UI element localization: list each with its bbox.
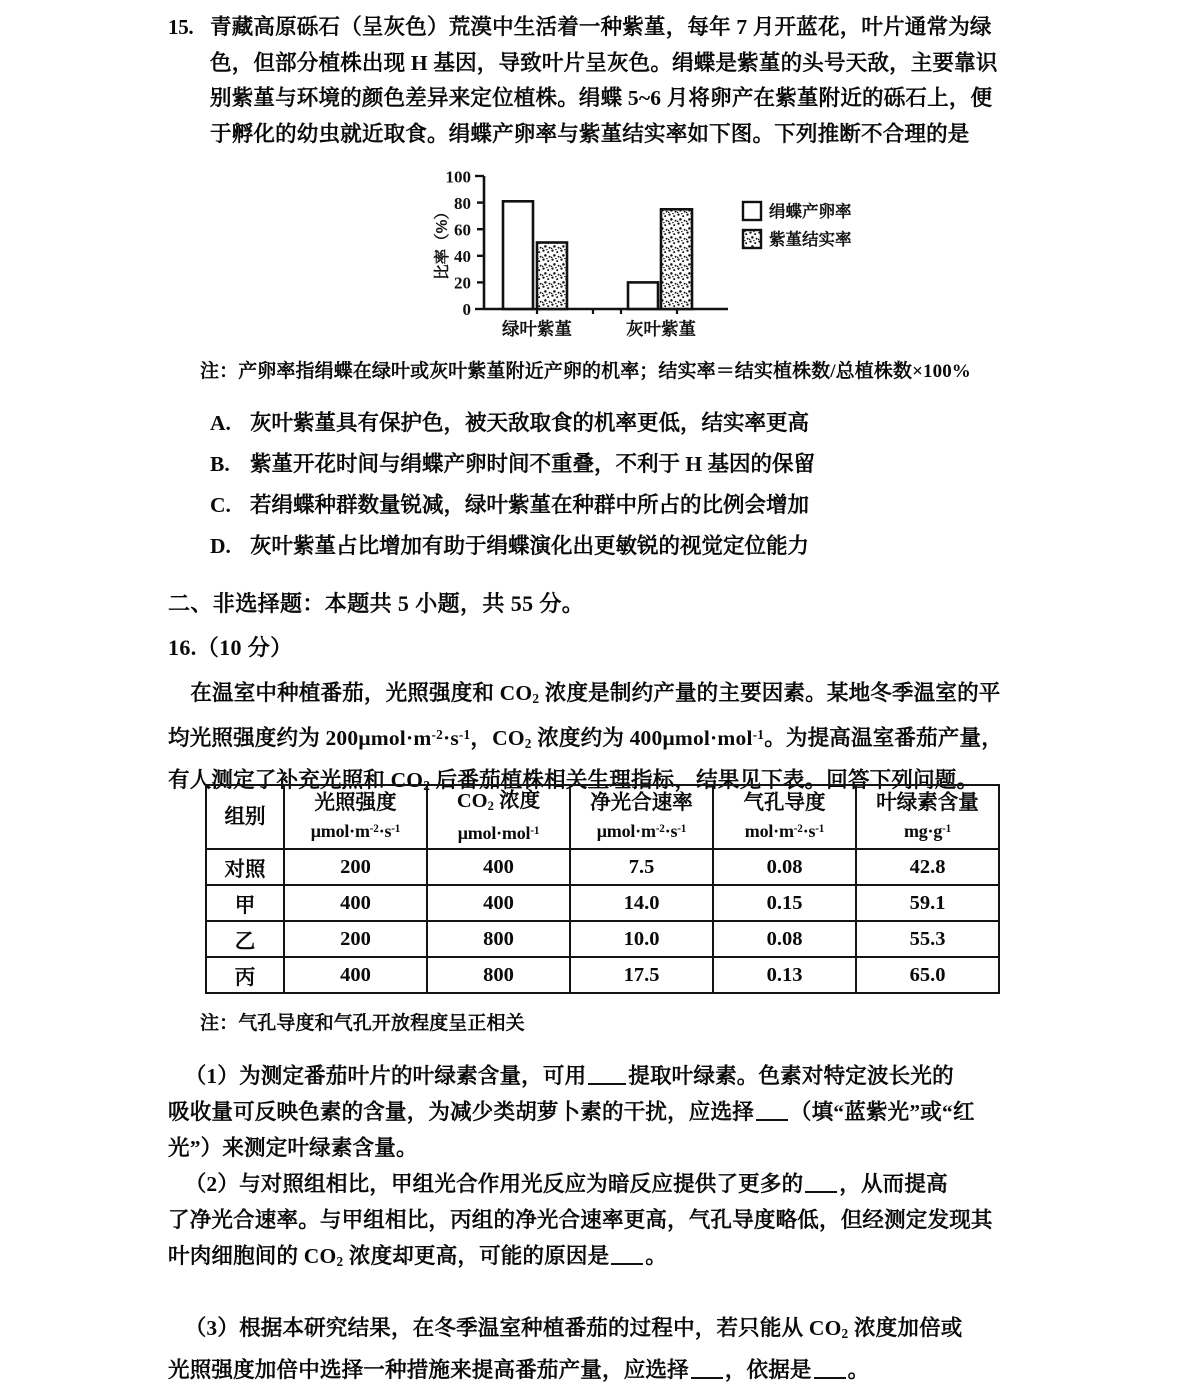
option-c-letter: C. bbox=[210, 493, 231, 517]
table-note: 注：气孔导度和气孔开放程度呈正相关 bbox=[200, 1013, 525, 1034]
x-label-gray: 灰叶紫堇 bbox=[626, 319, 696, 339]
cell-value: 400 bbox=[427, 849, 570, 885]
stem-line: 别紫堇与环境的颜色差异来定位植株。绢蝶 5~6 月将卵产在紫堇附近的砾石上，便 bbox=[210, 86, 993, 110]
cell-group: 对照 bbox=[206, 849, 284, 885]
cell-value: 55.3 bbox=[856, 921, 999, 957]
stem-line: 于孵化的幼虫就近取食。绢蝶产卵率与紫堇结实率如下图。下列推断不合理的是 bbox=[210, 121, 970, 146]
answer-blank[interactable] bbox=[611, 1263, 643, 1265]
th-co2-label: $CO_2$ 浓度 bbox=[456, 789, 541, 813]
bar-green-seedset bbox=[537, 243, 567, 310]
cell-value: 65.0 bbox=[856, 957, 999, 993]
sub3-line: （3）根据本研究结果，在冬季温室种植番茄的过程中，若只能从 $CO_2$ 浓度加倍或 bbox=[168, 1316, 963, 1341]
option-a[interactable] bbox=[210, 406, 809, 440]
th-light-unit: $\mu mol\cdot m^{-2}\cdot s^{-1}$ bbox=[310, 821, 401, 841]
th-stomatal-unit: $mol\cdot m^{-2}\cdot s^{-1}$ bbox=[744, 821, 825, 841]
table-row bbox=[206, 885, 999, 921]
question-15-stem bbox=[210, 10, 998, 152]
stem-line: 色，但部分植株出现 H 基因，导致叶片呈灰色。绢蝶是紫堇的头号天敌，主要靠识 bbox=[210, 50, 998, 75]
cell-value: 10.0 bbox=[570, 921, 713, 957]
legend-label-oviposition: 绢蝶产卵率 bbox=[769, 203, 852, 221]
th-chlorophyll-content bbox=[856, 785, 999, 849]
svg-text:40: 40 bbox=[454, 247, 471, 266]
option-c-text: 若绢蝶种群数量锐减，绿叶紫堇在种群中所占的比例会增加 bbox=[250, 493, 810, 517]
bar-chart bbox=[425, 168, 855, 343]
x-label-green: 绿叶紫堇 bbox=[502, 319, 572, 339]
option-d-letter: D. bbox=[210, 534, 231, 558]
table-header-row bbox=[206, 785, 999, 849]
y-tick-marks bbox=[475, 176, 484, 309]
option-b[interactable] bbox=[210, 447, 815, 481]
cell-value: 0.15 bbox=[713, 885, 856, 921]
answer-blank[interactable] bbox=[588, 1083, 626, 1085]
svg-text:60: 60 bbox=[454, 220, 471, 240]
sub1-line: （1）为测定番茄叶片的叶绿素含量，可用 提取叶绿素。色素对特定波长光的 bbox=[168, 1064, 954, 1088]
option-a-text: 灰叶紫堇具有保护色，被天敌取食的机率更低，结实率更高 bbox=[250, 411, 810, 435]
th-net-photosynthesis bbox=[570, 785, 713, 849]
option-d[interactable] bbox=[210, 529, 809, 563]
answer-blank[interactable] bbox=[691, 1377, 723, 1379]
th-stomatal-label: 气孔导度 bbox=[743, 791, 826, 814]
cell-group: 甲 bbox=[206, 885, 284, 921]
svg-text:20: 20 bbox=[454, 273, 471, 293]
physiology-data-table bbox=[205, 784, 998, 994]
cell-value: 7.5 bbox=[570, 849, 713, 885]
th-group bbox=[206, 785, 284, 849]
answer-blank[interactable] bbox=[814, 1377, 846, 1379]
cell-value: 59.1 bbox=[856, 885, 999, 921]
cell-value: 200 bbox=[284, 921, 427, 957]
sub1-line: 光”）来测定叶绿素含量。 bbox=[168, 1136, 418, 1160]
th-light-label: 光照强度 bbox=[314, 791, 397, 814]
cell-value: 17.5 bbox=[570, 957, 713, 993]
sub1-line: 吸收量可反映色素的含量，为减少类胡萝卜素的干扰，应选择 （填“蓝紫光”或“红 bbox=[168, 1100, 975, 1124]
option-b-text: 紫堇开花时间与绢蝶产卵时间不重叠，不利于 H 基因的保留 bbox=[250, 452, 815, 476]
cell-group: 丙 bbox=[206, 957, 284, 993]
bar-gray-seedset bbox=[661, 209, 692, 309]
cell-value: 800 bbox=[427, 921, 570, 957]
cell-value: 400 bbox=[427, 885, 570, 921]
table-row bbox=[206, 957, 999, 993]
question-16-header bbox=[168, 631, 293, 665]
cell-value: 0.13 bbox=[713, 957, 856, 993]
th-chlorophyll-unit: $mg\cdot g^{-1}$ bbox=[903, 821, 952, 841]
cell-value: 200 bbox=[284, 849, 427, 885]
cell-value: 400 bbox=[284, 957, 427, 993]
svg-text:0: 0 bbox=[462, 300, 471, 319]
legend-label-seedset: 紫堇结实率 bbox=[769, 231, 852, 249]
sub3-line: 光照强度加倍中选择一种措施来提高番茄产量，应选择 ，依据是 。 bbox=[168, 1357, 870, 1382]
section-2-heading: 二、非选择题：本题共 5 小题，共 55 分。 bbox=[168, 591, 585, 616]
question-16-number: 16. bbox=[168, 635, 197, 660]
stem-line: 青藏高原砾石（呈灰色）荒漠中生活着一种紫堇，每年 7 月开蓝花，叶片通常为绿 bbox=[210, 15, 992, 39]
sub2-line: （2）与对照组相比，甲组光合作用光反应为暗反应提供了更多的 ，从而提高 bbox=[168, 1172, 948, 1196]
bar-green-oviposition bbox=[503, 201, 533, 309]
svg-text:100: 100 bbox=[445, 168, 471, 187]
sub-question-3 bbox=[168, 1310, 1178, 1388]
legend-swatch-seedset bbox=[743, 230, 761, 248]
chart-note: 注：产卵率指绢蝶在绿叶或灰叶紫堇附近产卵的机率；结实率＝结实植株数/总植株数×100% bbox=[200, 361, 971, 382]
chart-legend bbox=[743, 201, 852, 249]
th-light-intensity bbox=[284, 785, 427, 849]
option-b-letter: B. bbox=[210, 452, 230, 476]
th-co2-unit: μmol·mol$^{-1}$ bbox=[457, 823, 540, 844]
cell-value: 14.0 bbox=[570, 885, 713, 921]
question-15-number: 15. bbox=[168, 15, 194, 39]
intro-line: 有人测定了补充光照和 $CO_2$ 后番茄植株相关生理指标，结果见下表。回答下列问题。 bbox=[168, 767, 979, 793]
cell-value: 400 bbox=[284, 885, 427, 921]
sub2-line: 叶肉细胞间的 $CO_2$ 浓度却更高，可能的原因是 。 bbox=[168, 1244, 667, 1269]
th-co2-concentration bbox=[427, 785, 570, 849]
th-group-label: 组别 bbox=[224, 806, 266, 828]
intro-line: 均光照强度约为 $200\mu mol\cdot m^{-2}\cdot s^{-1}$，$CO_2$ 浓度约为 400μmol·mol$^{-1}$。为提高温室番茄产量， bbox=[168, 725, 1003, 751]
question-15 bbox=[168, 10, 1180, 152]
th-netphoto-label: 净光合速率 bbox=[590, 791, 693, 814]
legend-swatch-oviposition bbox=[743, 202, 761, 220]
table-row bbox=[206, 849, 999, 885]
cell-group: 乙 bbox=[206, 921, 284, 957]
option-d-text: 灰叶紫堇占比增加有助于绢蝶演化出更敏锐的视觉定位能力 bbox=[250, 534, 810, 558]
cell-value: 42.8 bbox=[856, 849, 999, 885]
intro-line: 在温室中种植番茄，光照强度和 $CO_2$ 浓度是制约产量的主要因素。某地冬季温室的平 bbox=[168, 681, 1001, 706]
sub-question-1 bbox=[168, 1058, 1178, 1166]
answer-blank[interactable] bbox=[805, 1191, 837, 1193]
bar-chart-svg bbox=[425, 168, 855, 343]
table-row bbox=[206, 921, 999, 957]
cell-value: 0.08 bbox=[713, 849, 856, 885]
y-axis-title: 比率（%） bbox=[434, 204, 451, 280]
bar-gray-oviposition bbox=[628, 282, 658, 309]
answer-blank[interactable] bbox=[756, 1119, 788, 1121]
question-16-points: （10 分） bbox=[196, 635, 293, 660]
sub2-line: 了净光合速率。与甲组相比，丙组的净光合速率更高，气孔导度略低，但经测定发现其 bbox=[168, 1208, 993, 1232]
cell-value: 0.08 bbox=[713, 921, 856, 957]
cell-value: 800 bbox=[427, 957, 570, 993]
th-netphoto-unit: $\mu mol\cdot m^{-2}\cdot s^{-1}$ bbox=[596, 821, 687, 841]
sub-question-2 bbox=[168, 1166, 1178, 1280]
option-a-letter: A. bbox=[210, 411, 231, 435]
svg-text:80: 80 bbox=[454, 193, 471, 213]
th-stomatal-conductance bbox=[713, 785, 856, 849]
option-c[interactable] bbox=[210, 488, 809, 522]
th-chlorophyll-label: 叶绿素含量 bbox=[876, 791, 979, 814]
